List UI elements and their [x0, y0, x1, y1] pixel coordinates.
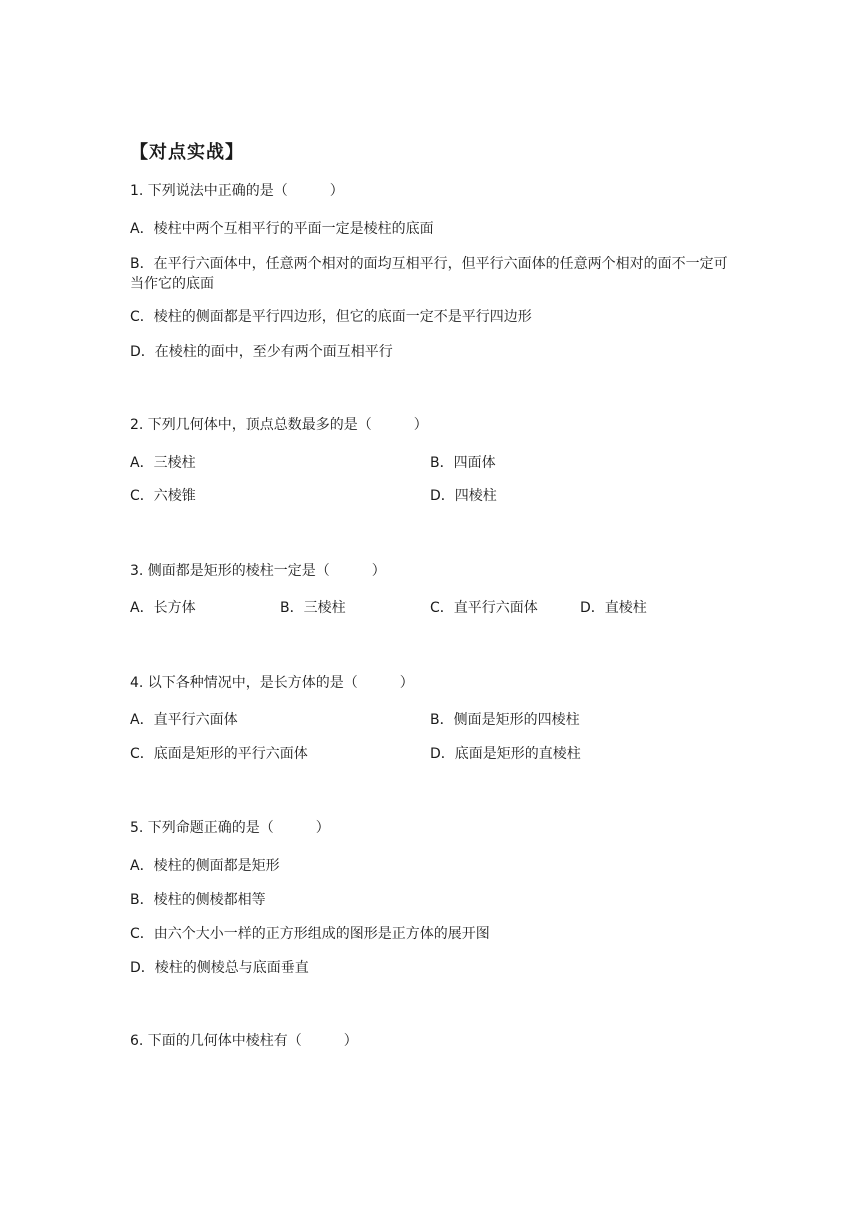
- question-3-option-c: C．直平行六面体: [430, 600, 538, 616]
- question-4-option-b: B．侧面是矩形的四棱柱: [430, 712, 580, 728]
- question-2-option-a: A．三棱柱: [130, 455, 196, 471]
- question-4-option-a: A．直平行六面体: [130, 712, 238, 728]
- question-3-option-b: B．三棱柱: [280, 600, 346, 616]
- question-1-option-d: D．在棱柱的面中，至少有两个面互相平行: [130, 344, 393, 360]
- question-6-stem: 6. 下面的几何体中棱柱有（ ）: [130, 1033, 358, 1049]
- question-4-option-c: C．底面是矩形的平行六面体: [130, 746, 308, 762]
- question-5-option-b: B．棱柱的侧棱都相等: [130, 892, 266, 908]
- question-2-option-d: D．四棱柱: [430, 488, 497, 504]
- question-5-option-a: A．棱柱的侧面都是矩形: [130, 858, 280, 874]
- question-5-option-d: D．棱柱的侧棱总与底面垂直: [130, 960, 309, 976]
- question-3-option-a: A．长方体: [130, 600, 196, 616]
- question-3-stem: 3. 侧面都是矩形的棱柱一定是（ ）: [130, 563, 386, 579]
- question-2-option-b: B．四面体: [430, 455, 496, 471]
- question-1-option-a: A．棱柱中两个互相平行的平面一定是棱柱的底面: [130, 221, 434, 237]
- question-5-option-c: C．由六个大小一样的正方形组成的图形是正方体的展开图: [130, 926, 490, 942]
- question-1-option-b: B．在平行六面体中，任意两个相对的面均互相平行，但平行六面体的任意两个相对的面不一定可当作它的底面: [130, 256, 728, 292]
- question-1-option-c: C．棱柱的侧面都是平行四边形，但它的底面一定不是平行四边形: [130, 309, 532, 325]
- question-4-stem: 4. 以下各种情况中，是长方体的是（ ）: [130, 675, 414, 691]
- question-1-stem: 1. 下列说法中正确的是（ ）: [130, 183, 344, 199]
- question-3-option-d: D．直棱柱: [580, 600, 647, 616]
- question-4-option-d: D．底面是矩形的直棱柱: [430, 746, 581, 762]
- section-title: 【对点实战】: [130, 142, 244, 163]
- question-5-stem: 5. 下列命题正确的是（ ）: [130, 820, 330, 836]
- question-2-stem: 2. 下列几何体中，顶点总数最多的是（ ）: [130, 417, 428, 433]
- question-2-option-c: C．六棱锥: [130, 488, 196, 504]
